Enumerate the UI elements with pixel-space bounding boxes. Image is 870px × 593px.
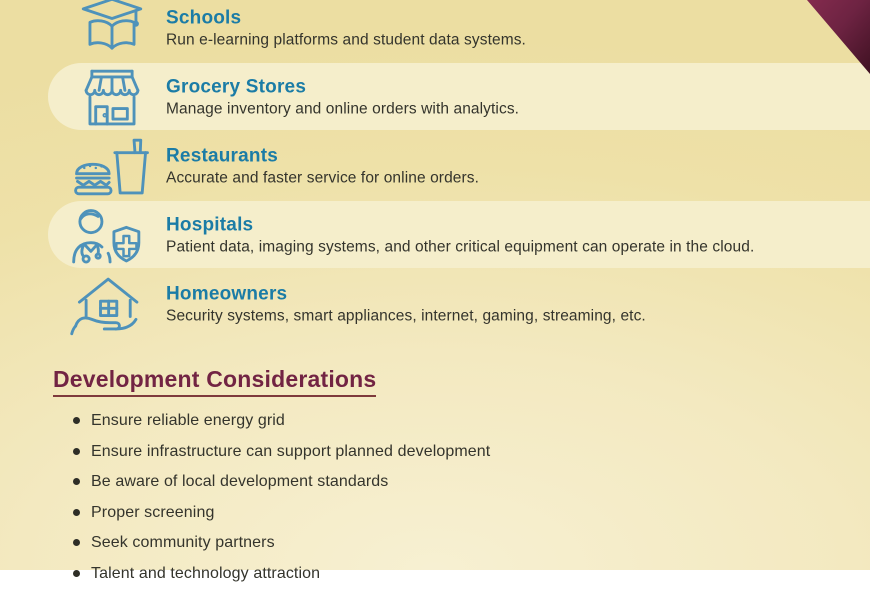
section-heading: Development Considerations xyxy=(53,366,376,397)
audience-row-schools xyxy=(0,0,870,63)
bullet-dot xyxy=(73,448,80,455)
list-item xyxy=(73,502,840,523)
storefront-icon xyxy=(66,65,158,131)
burger-drink-icon xyxy=(66,134,158,200)
row-description: Security systems, smart appliances, internet, gaming, streaming, etc. xyxy=(166,307,646,324)
doctor-shield-icon xyxy=(66,203,158,269)
row-title: Hospitals xyxy=(166,214,254,235)
audience-row-restaurants xyxy=(0,132,870,201)
row-text xyxy=(166,7,850,50)
bullet-dot xyxy=(73,570,80,577)
development-considerations-section xyxy=(53,366,840,593)
considerations-list xyxy=(53,410,840,584)
school-icon xyxy=(66,0,158,62)
row-text xyxy=(166,145,850,188)
row-text xyxy=(166,76,850,119)
audience-row-hospitals xyxy=(0,201,870,270)
bullet-text: Seek community partners xyxy=(91,534,275,551)
bullet-dot xyxy=(73,539,80,546)
audience-row-grocery-stores xyxy=(0,63,870,132)
bullet-text: Proper screening xyxy=(91,503,215,521)
row-description: Patient data, imaging systems, and other critical equipment can operate in the cloud. xyxy=(166,238,755,255)
row-title: Grocery Stores xyxy=(166,76,307,97)
row-title: Homeowners xyxy=(166,283,288,304)
bullet-text: Ensure reliable energy grid xyxy=(91,412,285,429)
bullet-dot xyxy=(73,478,80,485)
list-item xyxy=(73,532,840,553)
bullet-text: Talent and technology attraction xyxy=(91,564,321,582)
row-title: Schools xyxy=(166,7,242,28)
house-hand-icon xyxy=(66,272,158,338)
bullet-dot xyxy=(73,417,80,424)
list-item xyxy=(73,410,840,431)
audience-row-homeowners xyxy=(0,270,870,339)
row-description: Manage inventory and online orders with analytics. xyxy=(166,100,520,117)
row-text xyxy=(166,214,850,257)
row-title: Restaurants xyxy=(166,145,279,166)
row-description: Run e-learning platforms and student data systems. xyxy=(166,31,526,48)
list-item xyxy=(73,563,840,584)
bullet-text: Ensure infrastructure can support planned development xyxy=(91,442,491,460)
bullet-text: Be aware of local development standards xyxy=(91,473,389,490)
bullet-dot xyxy=(73,509,80,516)
list-item xyxy=(73,441,840,462)
list-item xyxy=(73,471,840,492)
row-text xyxy=(166,283,850,326)
row-description: Accurate and faster service for online orders. xyxy=(166,169,480,186)
